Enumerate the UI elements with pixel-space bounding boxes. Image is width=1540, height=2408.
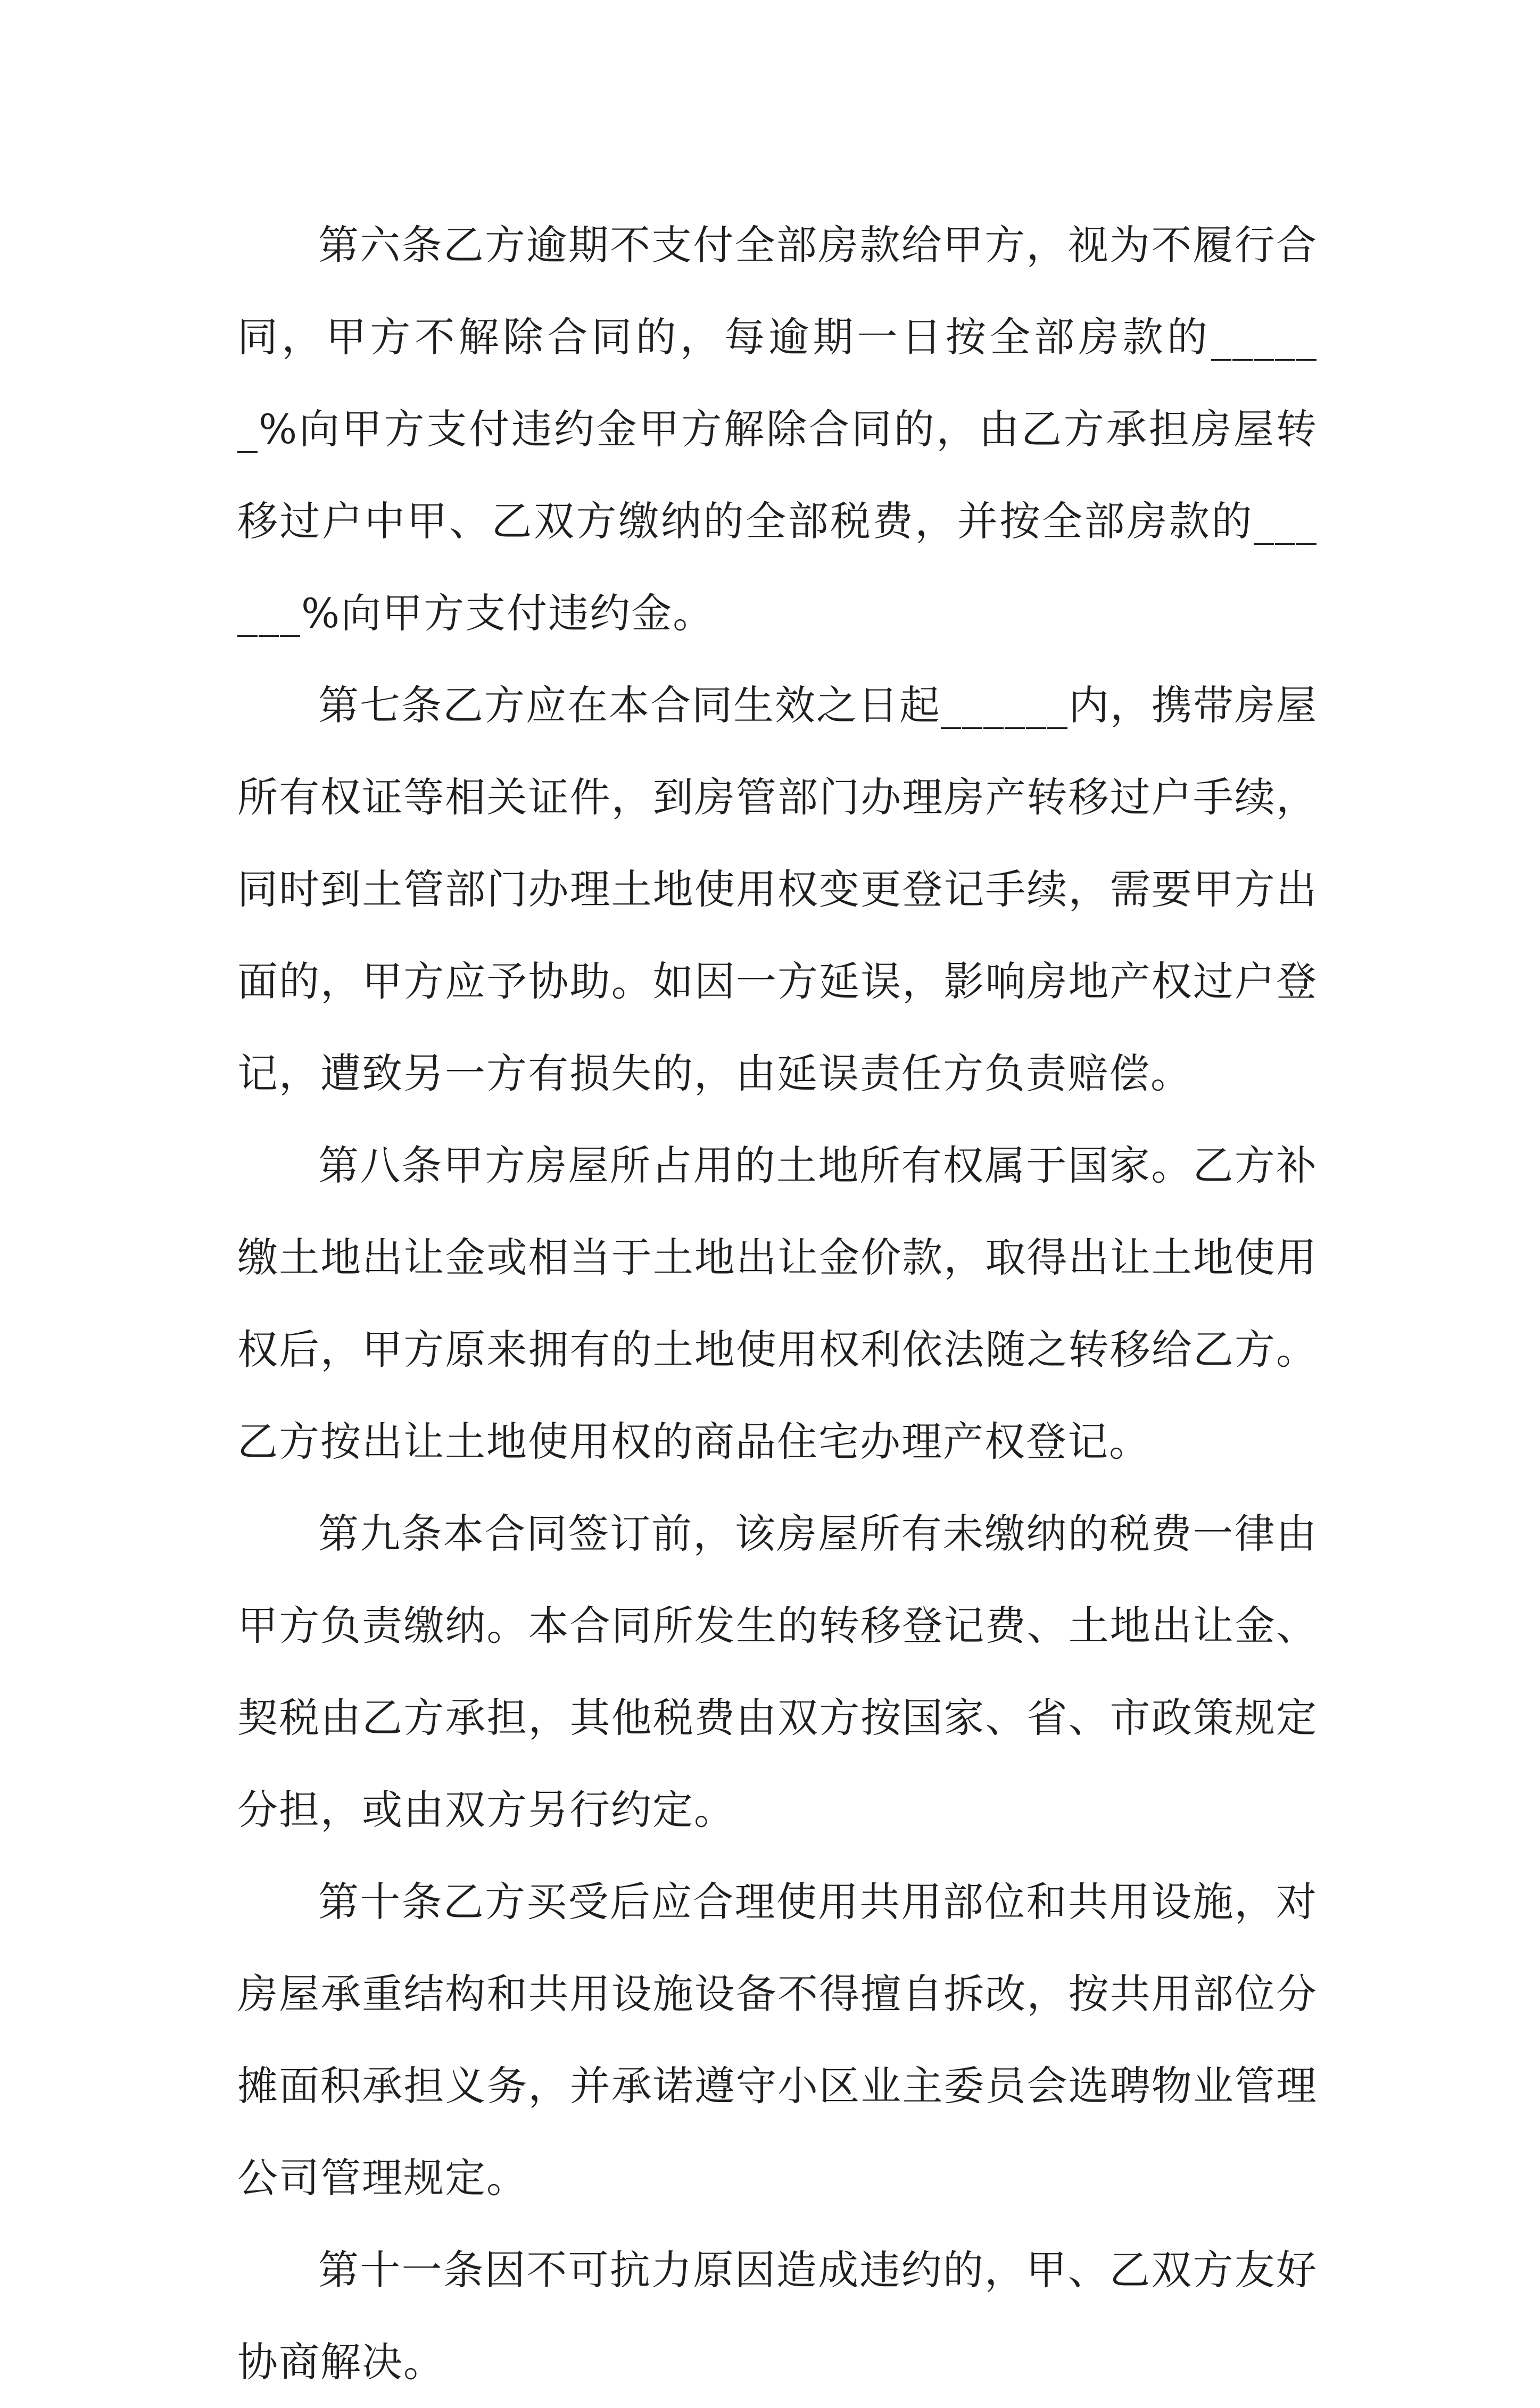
article-8-paragraph: 第八条甲方房屋所占用的土地所有权属于国家。乙方补缴土地出让金或相当于土地出让金价款，取得出让土地使用权后，甲方原来拥有的土地使用权利依法随之转移给乙方。乙方按出让土地使用权的商品住宅办理产权登记。 — [237, 1142, 1318, 1465]
article-9-paragraph: 第九条本合同签订前，该房屋所有未缴纳的税费一律由甲方负责缴纳。本合同所发生的转移登记费、土地出让金、契税由乙方承担，其他税费由双方按国家、省、市政策规定分担，或由双方另行约定。 — [237, 1510, 1318, 1833]
article-10-paragraph: 第十条乙方买受后应合理使用共用部位和共用设施，对房屋承重结构和共用设施设备不得擅自拆改，按共用部位分摊面积承担义务，并承诺遵守小区业主委员会选聘物业管理公司管理规定。 — [237, 1878, 1318, 2202]
contract-body — [237, 199, 1318, 2408]
article-7-paragraph: 第七条乙方应在本合同生效之日起______内，携带房屋所有权证等相关证件，到房管部门办理房产转移过户手续，同时到土管部门办理土地使用权变更登记手续，需要甲方出面的，甲方应予协助。如因一方延误，影响房地产权过户登记，遭致另一方有损失的，由延误责任方负责赔偿。 — [237, 682, 1318, 1097]
article-6-paragraph: 第六条乙方逾期不支付全部房款给甲方，视为不履行合同，甲方不解除合同的，每逾期一日按全部房款的______%向甲方支付违约金甲方解除合同的，由乙方承担房屋转移过户中甲、乙双方缴纳的全部税费，并按全部房款的______%向甲方支付违约金。 — [237, 221, 1318, 637]
article-11-paragraph: 第十一条因不可抗力原因造成违约的，甲、乙双方友好协商解决。 — [237, 2246, 1318, 2386]
